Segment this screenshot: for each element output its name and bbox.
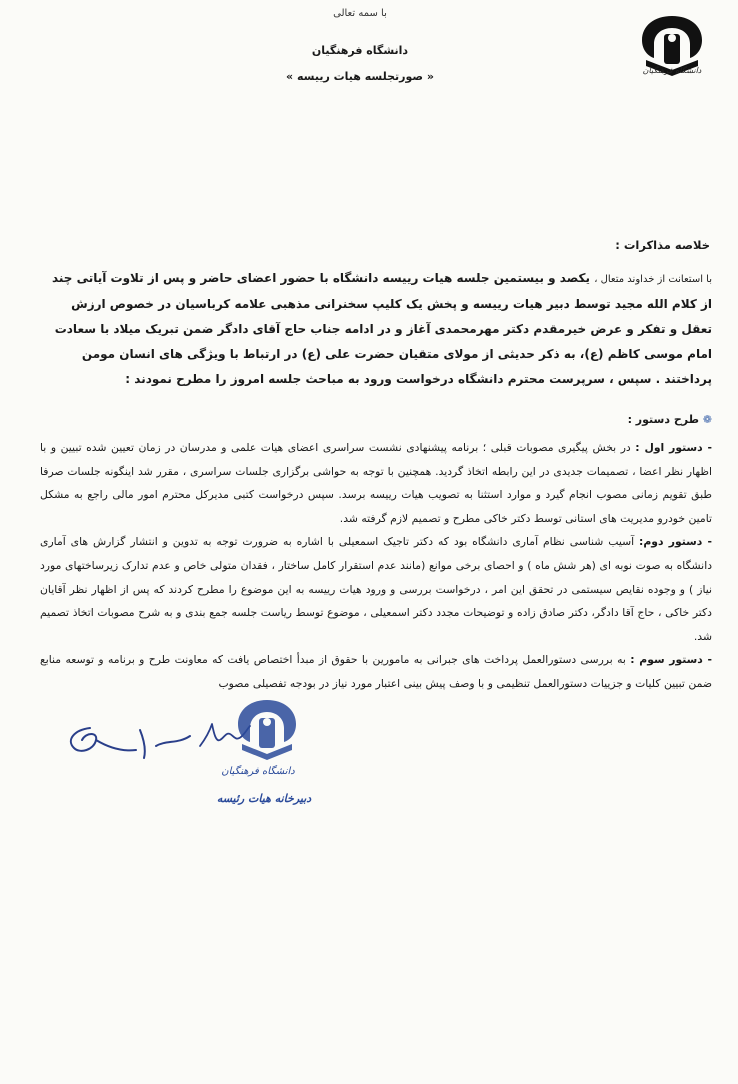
agenda-item-label: - دستور سوم : xyxy=(630,653,712,667)
bullet-icon: ❁ xyxy=(698,413,712,426)
document-title: « صورتجلسه هیات رییسه » xyxy=(286,70,434,83)
agenda-item-1 xyxy=(40,436,712,530)
agenda-item-text: آسیب شناسی نظام آماری دانشگاه بود که دکتر تاجیک اسمعیلی با اشاره به ضرورت توجه به تدوین و انتشار گزارش های آماری دانشگاه به صوت نوبه ای (هر شش ماه ) و احصای برخی موانع (مانند عدم استقرار کامل ساختار ، فقدان متولی خاص و عدم تدارک زیرساختهای مورد نیاز ) و وجوده نقایص سیستمی در تحقق این امر ، درخواست بررسی و ورود هیات رییسه به این موضوع را مطرح کردند که پس از اظهار نظر آقایان دکتر خاکی ، حاج آقا دادگر، دکتر صادق زاده و توضیحات مجدد دکتر اسمعیلی ، موضوع توسط ریاست جلسه جمع بندی و به شرح مصوبات اتخاذ تصمیم شد. xyxy=(40,535,712,643)
summary-intro-body: یکصد و بیستمین جلسه هیات رییسه دانشگاه با حضور اعضای حاضر و پس از تلاوت آیاتی چند از کلام الله مجید توسط دبیر هیات رییسه و پخش یک کلیپ سخنرانی مذهبی علامه کرباسیان در خصوص ارزش تعقل و تفکر و عرض خیرمقدم دکتر مهرمحمدی آغاز و در ادامه جناب حاج آقای دادگر ضمن تبریک میلاد با سعادت امام موسی کاظم (ع)، به ذکر حدیثی از مولای متقیان حضرت علی (ع) در ارتباط با ویژگی های انسان مومن پرداختند . سپس ، سرپرست محترم دانشگاه درخواست ورود به مباحث جلسه امروز را مطرح نمودند : xyxy=(51,271,712,386)
summary-paragraph xyxy=(40,266,712,392)
summary-intro-opening: با استعانت از خداوند متعال ، xyxy=(594,274,712,285)
summary-title: خلاصه مذاکرات : xyxy=(615,238,710,252)
agenda-item-label: - دستور دوم: xyxy=(639,535,712,549)
agenda-item-2 xyxy=(40,530,712,648)
agenda-title-text: طرح دستور : xyxy=(627,413,699,426)
university-name: دانشگاه فرهنگیان xyxy=(311,44,409,57)
agenda-items xyxy=(40,436,712,696)
university-logo-icon xyxy=(624,10,720,90)
bismillah-text: با سمه تعالی xyxy=(333,8,387,19)
logo-caption: دانشگاه فرهنگیان xyxy=(642,66,702,75)
agenda-title xyxy=(560,413,712,426)
agenda-item-text: به بررسی دستورالعمل پرداخت های جبرانی به مامورین با حقوق از مبدأ اختصاص یافت که معاونت طرح و برنامه و توسعه منابع ضمن تبیین کلیات و جزییات دستورالعمل تنظیمی و با وصف پیش بینی اعتبار مورد نیاز در بودجه تفصیلی مصوب xyxy=(40,653,712,690)
agenda-item-text: در بخش پیگیری مصوبات قبلی ؛ برنامه پیشنهادی نشست سراسری اعضای هیات علمی و مدرسان در زمان تعیین شده تبیین و با اظهار نظر اعضا ، تصمیمات جدیدی در این رابطه اتخاذ گردید. همچنین با توجه به حواشی برگزاری جلسات سراسری ، مقرر شد اینگونه جلسات صرفا طبق تقویم زمانی مصوب انجام گیرد و موارد استثنا به تصویب هیات رییسه برسد. سپس درخواست کتبی مدیرکل محترم امور مالی راجع به مشکل تامین خودرو مدیریت های استانی توسط دکتر خاکی مطرح و تصمیم لازم گرفته شد. xyxy=(40,441,712,525)
agenda-item-label: - دستور اول : xyxy=(635,441,712,454)
stamp-office-text: دبیرخانه هیات رئیسه xyxy=(216,792,312,805)
signature-icon xyxy=(60,710,200,766)
agenda-item-3 xyxy=(40,648,712,695)
stamp-university-text: دانشگاه فرهنگیان xyxy=(221,766,295,777)
